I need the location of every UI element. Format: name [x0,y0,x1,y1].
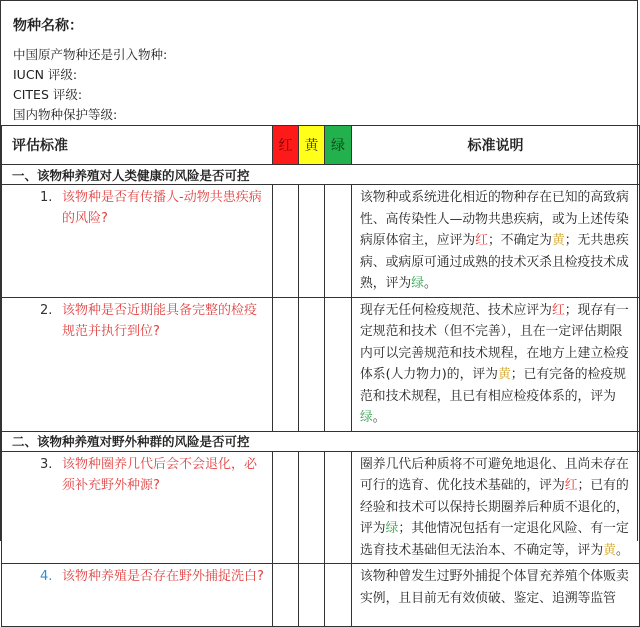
criterion-cell [2,185,273,298]
species-name-label: 物种名称： [13,18,83,34]
origin-label: 中国原产物种还是引入物种: [13,47,168,62]
red-rating-cell[interactable] [273,185,299,298]
criterion-cell [2,297,273,431]
yellow-rating-cell[interactable] [299,297,325,431]
section-title: 一、该物种养殖对人类健康的风险是否可控 [2,165,640,185]
green-column-header: 绿 [325,126,352,165]
standard-description: 该物种或系统进化相近的物种存在已知的高致病性、高传染性人—动物共患疾病，或为上述传染病原体宿主，应评为红；不确定为黄；无共患疾病、或病原可通过成熟的技术灭杀且检疫技术成熟，评为绿。 [352,185,640,298]
red-rating-cell[interactable] [273,451,299,564]
criterion-text: 该物种养殖是否存在野外捕捉洗白? [62,569,264,584]
species-info [1,1,639,125]
table-row [2,185,640,298]
standard-description: 现存无任何检疫规范、技术应评为红；现存有一定规范和技术（但不完善），且在一定评估期限内可以完善规范和技术规程，在地方上建立检疫体系(人力物力)的，评为黄；已有完备的检疫规范和技术规程，且已有相应检疫体系的，评为绿。 [352,297,640,431]
criterion-text: 该物种是否近期能具备完整的检疫规范并执行到位? [62,302,258,339]
red-rating-cell[interactable] [273,297,299,431]
criterion-cell [2,564,273,627]
description-header: 标准说明 [352,126,640,165]
cites-label: CITES 评级: [13,87,83,102]
criterion-number: 2. [40,302,53,318]
criterion-number: 3. [40,456,53,472]
criterion-text: 该物种是否有传播人-动物共患疾病的风险? [62,190,262,226]
section-row [2,165,640,185]
assessment-table [1,125,640,627]
criterion-number: 4. [40,569,53,584]
standard-description: 该物种曾发生过野外捕捉个体冒充养殖个体贩卖实例，且目前无有效侦破、鉴定、追溯等监管 [352,564,640,627]
iucn-label: IUCN 评级: [13,67,78,82]
green-rating-cell[interactable] [325,451,352,564]
yellow-rating-cell[interactable] [299,185,325,298]
domestic-protection-label: 国内物种保护等级: [13,107,118,122]
section-row [2,431,640,451]
green-rating-cell[interactable] [325,297,352,431]
standard-description: 圈养几代后种质将不可避免地退化、且尚未存在可行的选育、优化技术基础的，评为红；已有的经验和技术可以保持长期圈养后种质不退化的，评为绿；其他情况包括有一定退化风险、有一定选育技术基础但无法治本、不确定等，评为黄。 [352,451,640,564]
yellow-rating-cell[interactable] [299,564,325,627]
section-title: 二、该物种养殖对野外种群的风险是否可控 [2,431,640,451]
table-row [2,564,640,627]
table-row [2,297,640,431]
criterion-text: 该物种圈养几代后会不会退化，必须补充野外种源? [62,456,258,493]
criterion-cell [2,451,273,564]
criterion-number: 1. [40,190,53,205]
red-column-header: 红 [273,126,299,165]
table-header [2,126,640,165]
yellow-rating-cell[interactable] [299,451,325,564]
yellow-column-header: 黄 [299,126,325,165]
red-rating-cell[interactable] [273,564,299,627]
criteria-header: 评估标准 [2,126,273,165]
green-rating-cell[interactable] [325,185,352,298]
green-rating-cell[interactable] [325,564,352,627]
table-row [2,451,640,564]
